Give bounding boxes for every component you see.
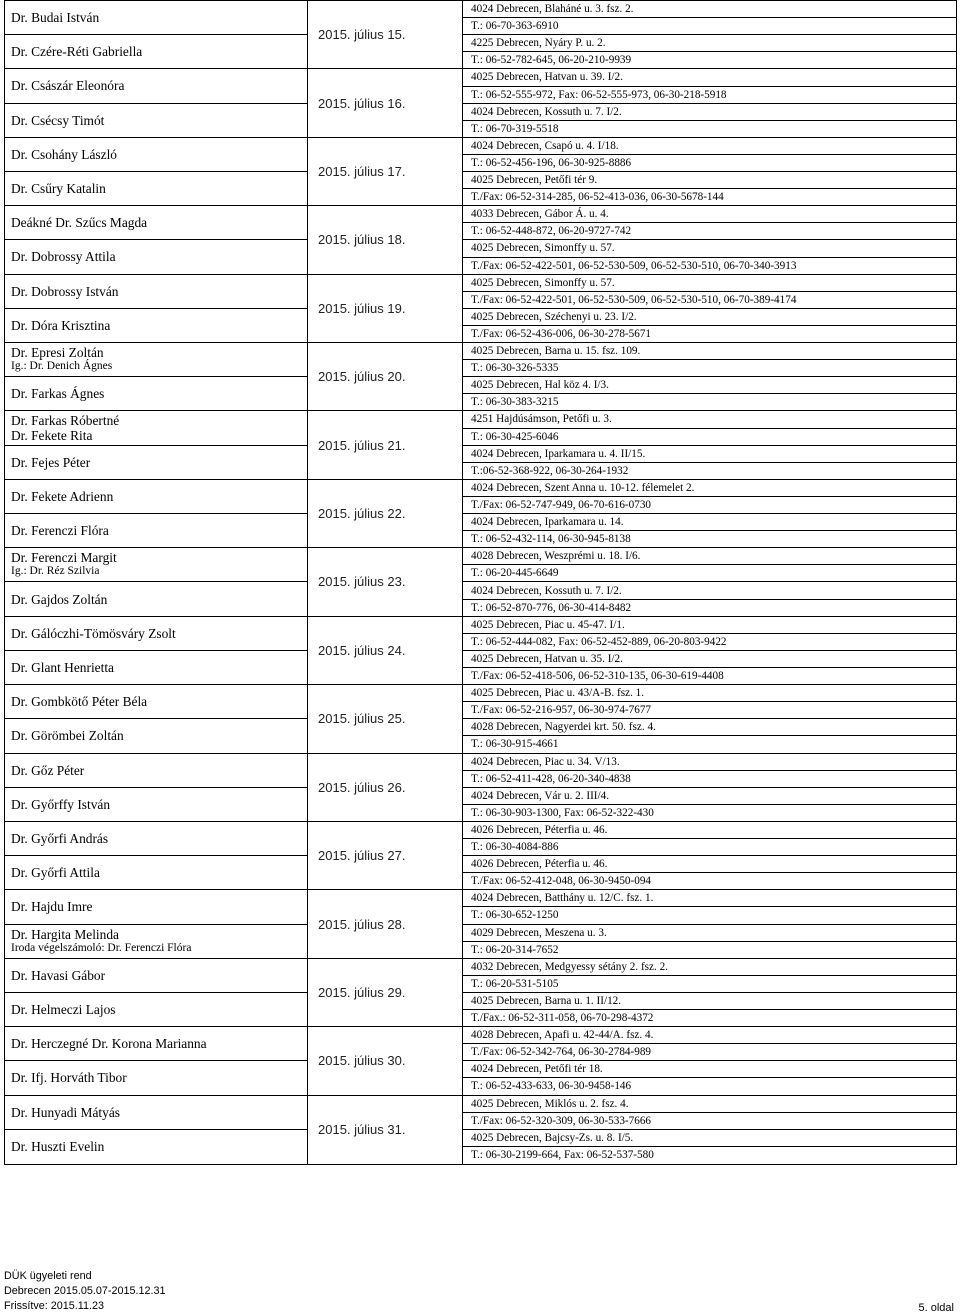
attorney-name: Dr. Csohány László [11, 146, 117, 162]
phone-text: T.: 06-30-383-3215 [471, 396, 559, 409]
address-text: 4028 Debrecen, Apafi u. 42-44/A. fsz. 4. [471, 1029, 654, 1042]
office-address [463, 138, 956, 155]
attorney-note: Iroda végelszámoló: Dr. Ferenczi Flóra [11, 941, 192, 954]
attorney-name: Dr. Ferenczi Flóra [11, 523, 109, 539]
attorney-row [5, 446, 307, 480]
office-phone [463, 87, 956, 104]
office-address [463, 754, 956, 771]
attorney-name: Dr. Herczegné Dr. Korona Marianna [11, 1036, 207, 1052]
office-phone [463, 736, 956, 753]
address-text: 4032 Debrecen, Medgyessy sétány 2. fsz. 2. [471, 960, 668, 973]
office-phone [463, 634, 956, 651]
office-phone [463, 360, 956, 377]
office-phone [463, 292, 956, 309]
attorney-row [5, 172, 307, 206]
office-address [463, 890, 956, 907]
attorney-row [5, 548, 307, 582]
office-phone [463, 223, 956, 240]
phone-text: T.: 06-30-2199-664, Fax: 06-52-537-580 [471, 1148, 654, 1161]
attorney-name: Dr. Helmeczi Lajos [11, 1001, 116, 1017]
office-phone [463, 463, 956, 480]
duty-date: 2015. július 23. [318, 574, 406, 590]
office-phone [463, 1147, 956, 1164]
attorney-name: Dr. Ifj. Horváth Tibor [11, 1070, 127, 1086]
attorney-row [5, 138, 307, 172]
duty-date-row [308, 617, 462, 685]
office-phone [463, 531, 956, 548]
office-address [463, 822, 956, 839]
office-address [463, 583, 956, 600]
office-address [463, 959, 956, 976]
phone-text: T./Fax: 06-52-436-006, 06-30-278-5671 [471, 327, 652, 340]
attorney-row [5, 925, 307, 959]
attorney-row [5, 411, 307, 445]
duty-date: 2015. július 15. [318, 27, 406, 43]
attorney-row [5, 104, 307, 138]
address-text: 4025 Debrecen, Piac u. 45-47. I/1. [471, 618, 625, 631]
attorney-name: Dr. Hajdu Imre [11, 899, 93, 915]
office-address [463, 548, 956, 565]
office-phone [463, 394, 956, 411]
duty-date: 2015. július 30. [318, 1053, 406, 1069]
phone-text: T.: 06-30-652-1250 [471, 909, 559, 922]
office-address [463, 719, 956, 736]
office-address [463, 651, 956, 668]
phone-text: T.: 06-20-531-5105 [471, 977, 559, 990]
attorney-name: Dr. Görömbei Zoltán [11, 728, 124, 744]
phone-text: T.: 06-70-363-6910 [471, 20, 559, 33]
address-text: 4024 Debrecen, Petőfi tér 18. [471, 1063, 603, 1076]
attorney-name: Dr. Farkas Ágnes [11, 386, 105, 402]
attorney-row [5, 480, 307, 514]
attorney-row [5, 959, 307, 993]
phone-text: T.: 06-30-4084-886 [471, 841, 559, 854]
office-address [463, 104, 956, 121]
attorney-row [5, 822, 307, 856]
attorney-name: Dr. Császár Eleonóra [11, 78, 125, 94]
office-address [463, 1130, 956, 1147]
page-number: 5. oldal [918, 1302, 954, 1314]
address-text: 4024 Debrecen, Szent Anna u. 10-12. félemelet 2. [471, 481, 695, 494]
office-phone [463, 189, 956, 206]
office-phone [463, 600, 956, 617]
office-phone [463, 18, 956, 35]
duty-date: 2015. július 18. [318, 232, 406, 248]
address-text: 4025 Debrecen, Hatvan u. 39. I/2. [471, 71, 623, 84]
address-text: 4025 Debrecen, Miklós u. 2. fsz. 4. [471, 1097, 629, 1110]
address-text: 4024 Debrecen, Iparkamara u. 14. [471, 516, 624, 529]
office-phone [463, 1044, 956, 1061]
duty-date-row [308, 1096, 462, 1164]
attorney-name: Dr. Fekete Adrienn [11, 488, 114, 504]
office-address [463, 240, 956, 257]
address-text: 4025 Debrecen, Barna u. 1. II/12. [471, 994, 622, 1007]
attorney-name: Dr. Czére-Réti Gabriella [11, 44, 143, 60]
office-phone [463, 907, 956, 924]
duty-date: 2015. július 26. [318, 779, 406, 795]
attorney-name: Dr. Dóra Krisztina [11, 317, 111, 333]
office-phone [463, 121, 956, 138]
phone-text: T.: 06-52-870-776, 06-30-414-8482 [471, 601, 632, 614]
attorney-name: Dr. Gajdos Zoltán [11, 591, 108, 607]
attorney-row [5, 514, 307, 548]
duty-date-row [308, 890, 462, 958]
duty-roster-table [4, 0, 957, 1165]
duty-date-row [308, 685, 462, 753]
duty-date-row [308, 548, 462, 616]
page-footer [0, 1268, 960, 1313]
attorney-name: Dr. Huszti Evelin [11, 1138, 105, 1154]
office-phone [463, 771, 956, 788]
office-address [463, 514, 956, 531]
phone-text: T.: 06-20-314-7652 [471, 943, 559, 956]
attorney-name: Dr. Fejes Péter [11, 454, 91, 470]
attorney-row [5, 1096, 307, 1130]
office-phone [463, 497, 956, 514]
attorney-row [5, 651, 307, 685]
office-phone [463, 52, 956, 69]
duty-date-row [308, 1027, 462, 1095]
footer-title: DÜK ügyeleti rend [4, 1270, 92, 1282]
phone-text: T.: 06-30-903-1300, Fax: 06-52-322-430 [471, 806, 654, 819]
address-text: 4024 Debrecen, Csapó u. 4. I/18. [471, 139, 619, 152]
office-phone [463, 429, 956, 446]
office-phone [463, 258, 956, 275]
address-text: 4025 Debrecen, Széchenyi u. 23. I/2. [471, 310, 637, 323]
attorney-name: Dr. Hunyadi Mátyás [11, 1104, 120, 1120]
attorney-row [5, 617, 307, 651]
office-address [463, 309, 956, 326]
office-phone [463, 668, 956, 685]
address-text: 4024 Debrecen, Vár u. 2. III/4. [471, 789, 610, 802]
phone-text: T./Fax: 06-52-422-501, 06-52-530-509, 06-52-530-510, 06-70-340-3913 [471, 259, 797, 272]
phone-text: T./Fax: 06-52-422-501, 06-52-530-509, 06-52-530-510, 06-70-389-4174 [471, 293, 797, 306]
attorney-row [5, 1027, 307, 1061]
attorney-name: Dr. Dobrossy István [11, 283, 119, 299]
duty-date: 2015. július 25. [318, 711, 406, 727]
attorney-name: Dr. Győrffy István [11, 796, 111, 812]
address-text: 4024 Debrecen, Kossuth u. 7. I/2. [471, 584, 622, 597]
attorney-name: Dr. Farkas Róbertné [11, 413, 120, 429]
duty-date-row [308, 69, 462, 137]
duty-date: 2015. július 21. [318, 437, 406, 453]
office-phone [463, 702, 956, 719]
phone-text: T.: 06-52-782-645, 06-20-210-9939 [471, 54, 632, 67]
office-phone [463, 805, 956, 822]
office-address [463, 1, 956, 18]
attorney-name: Dr. Epresi Zoltán [11, 345, 104, 361]
attorney-row [5, 685, 307, 719]
phone-text: T.:06-52-368-922, 06-30-264-1932 [471, 464, 629, 477]
address-text: 4024 Debrecen, Iparkamara u. 4. II/15. [471, 447, 646, 460]
attorney-row [5, 377, 307, 411]
office-address [463, 856, 956, 873]
office-address [463, 206, 956, 223]
address-text: 4026 Debrecen, Péterfia u. 46. [471, 823, 608, 836]
office-address [463, 993, 956, 1010]
duty-date: 2015. július 24. [318, 642, 406, 658]
attorney-row [5, 206, 307, 240]
office-address [463, 1061, 956, 1078]
phone-text: T.: 06-20-445-6649 [471, 567, 559, 580]
duty-dates-column [308, 1, 462, 1164]
attorney-row [5, 754, 307, 788]
attorney-name: Dr. Glant Henrietta [11, 659, 114, 675]
office-address [463, 275, 956, 292]
duty-date: 2015. július 16. [318, 95, 406, 111]
attorney-row [5, 993, 307, 1027]
address-text: 4028 Debrecen, Nagyerdei krt. 50. fsz. 4. [471, 721, 656, 734]
attorney-row [5, 309, 307, 343]
attorney-name: Dr. Csűry Katalin [11, 181, 106, 197]
phone-text: T./Fax.: 06-52-311-058, 06-70-298-4372 [471, 1012, 654, 1025]
phone-text: T.: 06-52-448-872, 06-20-9727-742 [471, 225, 632, 238]
phone-text: T.: 06-52-444-082, Fax: 06-52-452-889, 06-20-803-9422 [471, 635, 727, 648]
duty-date: 2015. július 17. [318, 164, 406, 180]
duty-date: 2015. július 22. [318, 506, 406, 522]
attorney-name: Dr. Gőz Péter [11, 762, 85, 778]
address-text: 4029 Debrecen, Meszena u. 3. [471, 926, 607, 939]
address-text: 4025 Debrecen, Piac u. 43/A-B. fsz. 1. [471, 687, 645, 700]
address-text: 4025 Debrecen, Hal köz 4. I/3. [471, 379, 609, 392]
attorney-name: Dr. Dobrossy Attila [11, 249, 116, 265]
attorney-name: Dr. Győrfi Attila [11, 865, 100, 881]
office-phone [463, 873, 956, 890]
attorney-row [5, 1061, 307, 1095]
phone-text: T./Fax: 06-52-216-957, 06-30-974-7677 [471, 704, 652, 717]
attorney-name: Dr. Csécsy Timót [11, 112, 105, 128]
attorney-row [5, 1, 307, 35]
phone-text: T.: 06-52-433-633, 06-30-9458-146 [471, 1080, 632, 1093]
phone-text: T.: 06-30-915-4661 [471, 738, 559, 751]
address-text: 4028 Debrecen, Weszprémi u. 18. I/6. [471, 550, 641, 563]
office-phone [463, 976, 956, 993]
duty-date: 2015. július 28. [318, 916, 406, 932]
address-text: 4025 Debrecen, Bajcsy-Zs. u. 8. I/5. [471, 1131, 634, 1144]
attorney-name: Dr. Fekete Rita [11, 428, 93, 444]
office-contacts-column [463, 1, 956, 1164]
address-text: 4025 Debrecen, Barna u. 15. fsz. 109. [471, 345, 641, 358]
duty-date: 2015. július 31. [318, 1121, 406, 1137]
office-address [463, 925, 956, 942]
office-phone [463, 565, 956, 582]
attorney-row [5, 788, 307, 822]
office-phone [463, 839, 956, 856]
address-text: 4225 Debrecen, Nyáry P. u. 2. [471, 37, 606, 50]
address-text: 4025 Debrecen, Hatvan u. 35. I/2. [471, 652, 623, 665]
duty-date-row [308, 206, 462, 274]
phone-text: T.: 06-52-432-114, 06-30-945-8138 [471, 533, 631, 546]
office-address [463, 685, 956, 702]
attorney-name: Dr. Gombkötő Péter Béla [11, 694, 148, 710]
attorney-name: Dr. Budai István [11, 10, 100, 25]
address-text: 4024 Debrecen, Batthány u. 12/C. fsz. 1. [471, 892, 654, 905]
address-text: 4033 Debrecen, Gábor Á. u. 4. [471, 208, 609, 221]
office-phone [463, 1010, 956, 1027]
attorney-row [5, 583, 307, 617]
office-phone [463, 1078, 956, 1095]
attorney-row [5, 890, 307, 924]
office-phone [463, 1113, 956, 1130]
address-text: 4251 Hajdúsámson, Petőfi u. 3. [471, 413, 612, 426]
duty-date: 2015. július 29. [318, 984, 406, 1000]
phone-text: T.: 06-70-319-5518 [471, 122, 559, 135]
attorney-row [5, 719, 307, 753]
office-address [463, 411, 956, 428]
office-address [463, 172, 956, 189]
address-text: 4024 Debrecen, Blaháné u. 3. fsz. 2. [471, 3, 634, 15]
phone-text: T./Fax: 06-52-342-764, 06-30-2784-989 [471, 1046, 652, 1059]
attorney-name: Deákné Dr. Szűcs Magda [11, 215, 148, 231]
office-address [463, 1096, 956, 1113]
duty-date-row [308, 343, 462, 411]
office-address [463, 69, 956, 86]
phone-text: T.: 06-30-425-6046 [471, 430, 559, 443]
phone-text: T./Fax: 06-52-320-309, 06-30-533-7666 [471, 1114, 652, 1127]
office-address [463, 1027, 956, 1044]
phone-text: T./Fax: 06-52-412-048, 06-30-9450-094 [471, 875, 652, 888]
attorney-name: Dr. Hargita Melinda [11, 926, 119, 942]
attorney-row [5, 343, 307, 377]
attorney-note: Ig.: Dr. Denich Ágnes [11, 360, 113, 373]
office-phone [463, 155, 956, 172]
duty-date: 2015. július 27. [318, 848, 406, 864]
attorney-row [5, 1130, 307, 1164]
duty-date-row [308, 275, 462, 343]
address-text: 4024 Debrecen, Kossuth u. 7. I/2. [471, 105, 622, 118]
office-address [463, 377, 956, 394]
duty-date-row [308, 138, 462, 206]
attorney-row [5, 35, 307, 69]
phone-text: T./Fax: 06-52-314-285, 06-52-413-036, 06-30-5678-144 [471, 191, 724, 204]
duty-date: 2015. július 20. [318, 369, 406, 385]
office-address [463, 788, 956, 805]
office-address [463, 446, 956, 463]
duty-date-row [308, 1, 462, 69]
attorney-row [5, 69, 307, 103]
address-text: 4025 Debrecen, Petőfi tér 9. [471, 174, 598, 187]
phone-text: T./Fax: 06-52-747-949, 06-70-616-0730 [471, 498, 652, 511]
attorney-note: Ig.: Dr. Réz Szilvia [11, 565, 100, 578]
attorney-row [5, 275, 307, 309]
address-text: 4025 Debrecen, Simonffy u. 57. [471, 276, 615, 289]
duty-date-row [308, 822, 462, 890]
office-address [463, 35, 956, 52]
attorney-row [5, 240, 307, 274]
office-address [463, 480, 956, 497]
attorney-name: Dr. Gálóczhi-Tömösváry Zsolt [11, 625, 176, 641]
attorney-name: Dr. Ferenczi Margit [11, 550, 117, 566]
address-text: 4025 Debrecen, Simonffy u. 57. [471, 242, 615, 255]
address-text: 4024 Debrecen, Piac u. 34. V/13. [471, 755, 620, 768]
phone-text: T.: 06-52-411-428, 06-20-340-4838 [471, 772, 631, 785]
office-phone [463, 942, 956, 959]
attorney-row [5, 856, 307, 890]
duty-date-row [308, 480, 462, 548]
phone-text: T.: 06-52-555-972, Fax: 06-52-555-973, 06-30-218-5918 [471, 88, 727, 101]
attorney-name: Dr. Havasi Gábor [11, 967, 106, 983]
office-address [463, 617, 956, 634]
office-address [463, 343, 956, 360]
duty-date: 2015. július 19. [318, 300, 406, 316]
attorney-name: Dr. Győrfi András [11, 830, 109, 846]
duty-date-row [308, 959, 462, 1027]
footer-period: Debrecen 2015.05.07-2015.12.31 [4, 1285, 166, 1297]
duty-date-row [308, 754, 462, 822]
attorney-names-column [5, 1, 307, 1164]
phone-text: T.: 06-52-456-196, 06-30-925-8886 [471, 156, 632, 169]
phone-text: T.: 06-30-326-5335 [471, 362, 559, 375]
duty-date-row [308, 411, 462, 479]
phone-text: T./Fax: 06-52-418-506, 06-52-310-135, 06-30-619-4408 [471, 670, 724, 682]
office-phone [463, 326, 956, 343]
address-text: 4026 Debrecen, Péterfia u. 46. [471, 858, 608, 871]
footer-updated: Frissítve: 2015.11.23 [4, 1300, 105, 1312]
